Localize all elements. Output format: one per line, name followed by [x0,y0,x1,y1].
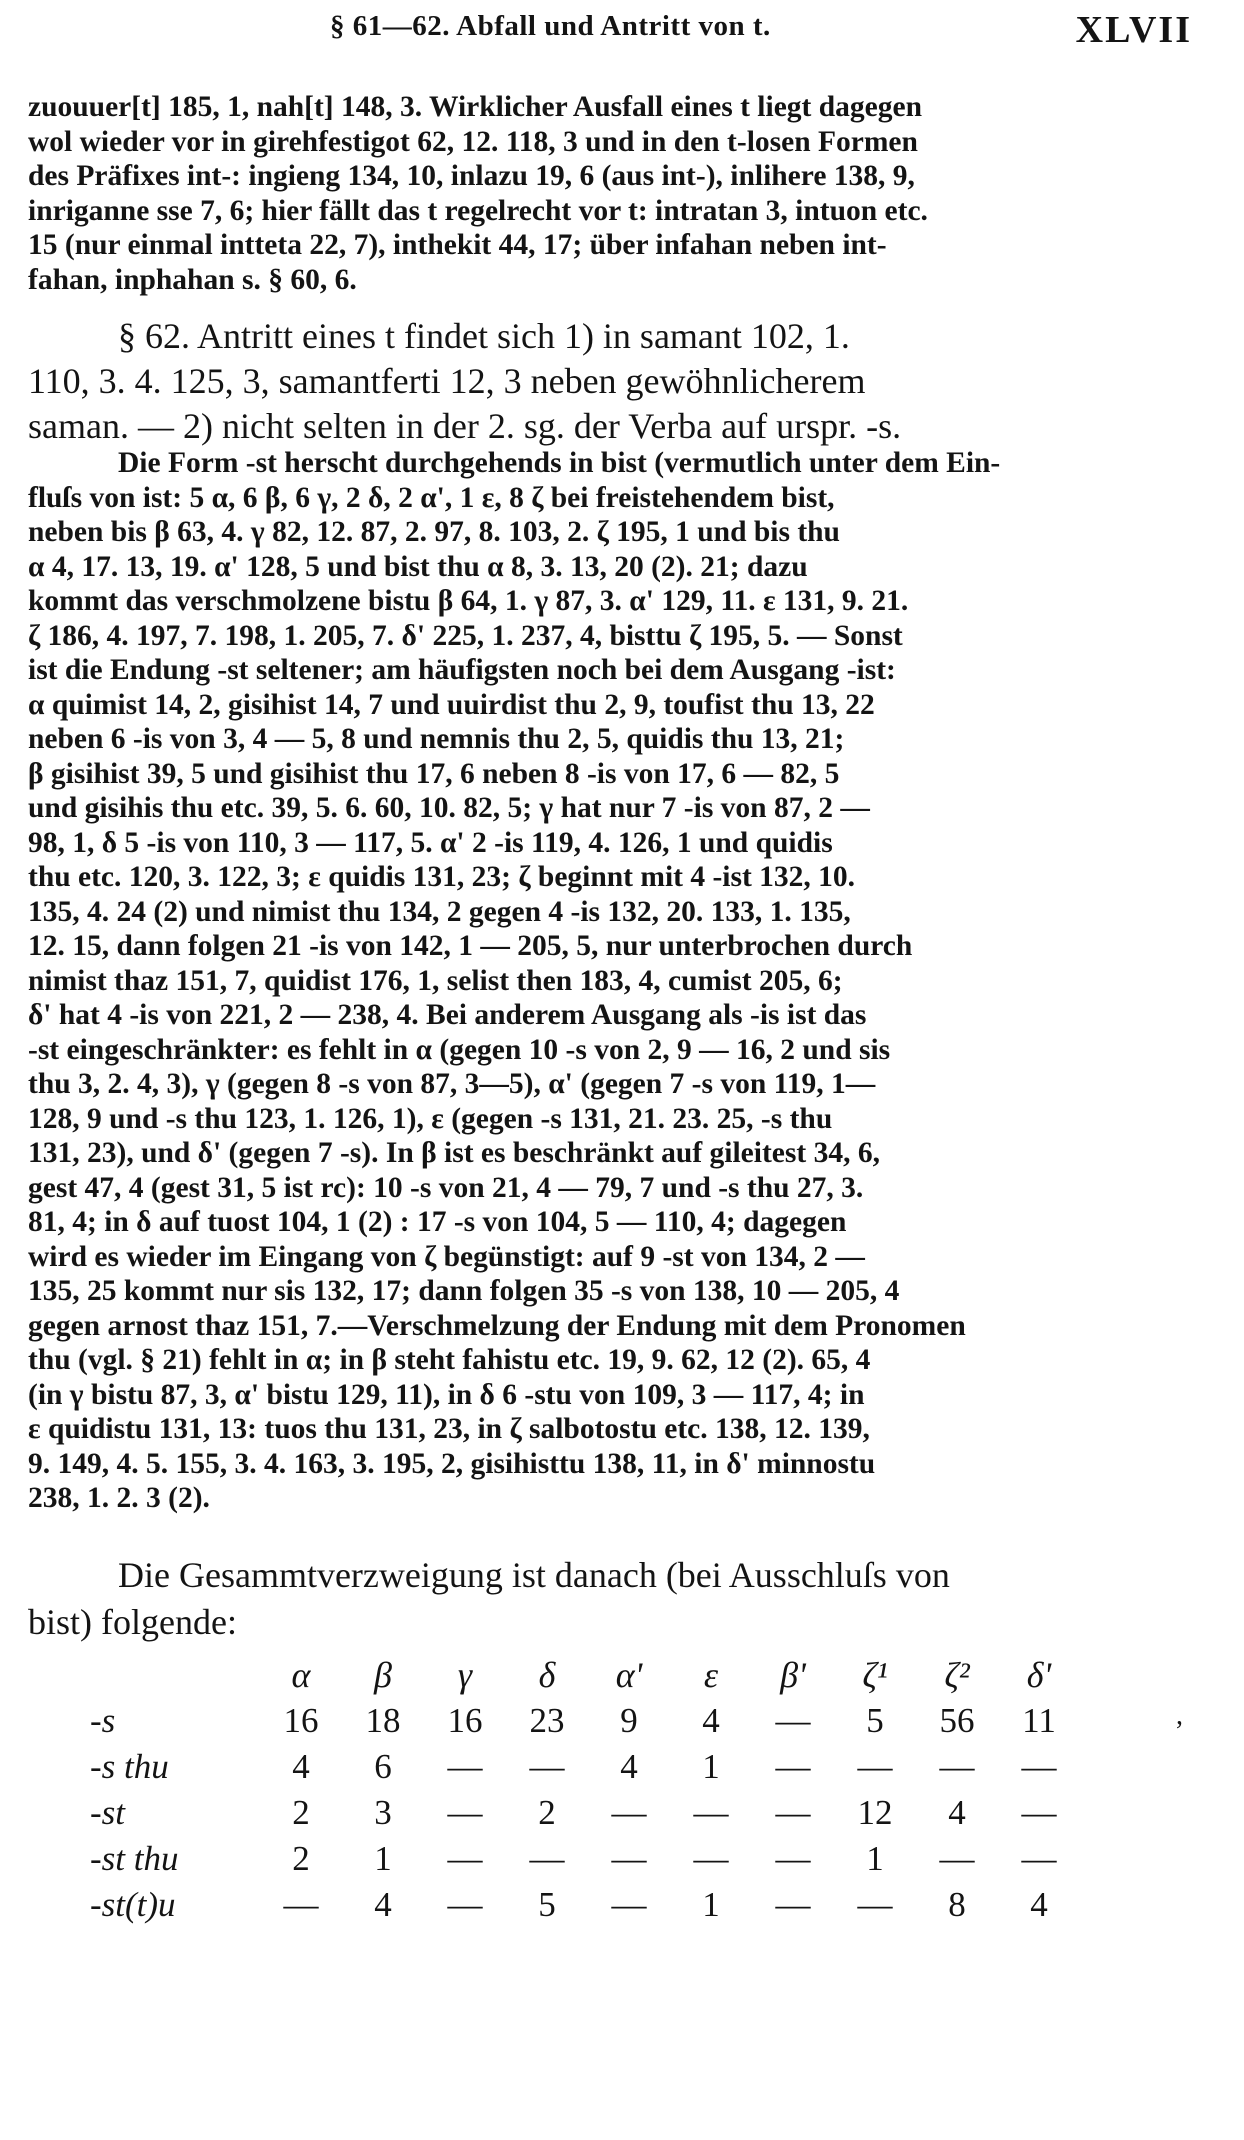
table-cell: 5 [866,1701,884,1740]
table-cell: 4 [948,1793,966,1832]
section-62-body [28,446,1198,1516]
table-cell: 1 [866,1839,884,1878]
table-cell: 4 [620,1747,638,1786]
section-heading-line: 110, 3. 4. 125, 3, samantferti 12, 3 neben gewöhnlicherem [28,361,866,401]
text-line: des Präfixes int-: ingieng 134, 10, inlazu 19, 6 (aus int-), inlihere 138, 9, [28,160,915,192]
text-line: wird es wieder im Eingang von ζ begünstigt: auf 9 -st von 134, 2 — [28,1240,865,1273]
table-row-label: -s [90,1701,116,1740]
table-cell: — [447,1747,483,1786]
stray-comma: , [1176,1700,1183,1731]
table-cell: — [775,1793,811,1832]
distribution-table [80,1652,1080,1928]
table-cell: 12 [857,1793,893,1832]
text-line: Die Form -st herscht durchgehends in bist (vermutlich unter dem Ein- [118,447,1001,479]
text-line: fluſs von ist: 5 α, 6 β, 6 γ, 2 δ, 2 α', 1 ε, 8 ζ bei freistehendem bist, [28,481,835,514]
table-cell: — [775,1747,811,1786]
table-cell: 3 [374,1793,392,1832]
text-line: und gisihis thu etc. 39, 5. 6. 60, 10. 82, 5; γ hat nur 7 -is von 87, 2 — [28,792,870,824]
table-cell: — [283,1885,319,1924]
text-line: fahan, inphahan s. § 60, 6. [28,263,357,296]
table-row-label: -st thu [90,1839,179,1878]
table-cell: 2 [538,1793,556,1832]
text-line: inriganne sse 7, 6; hier fällt das t regelrecht vor t: intratan 3, intuon etc. [28,194,928,227]
table-cell: — [693,1839,729,1878]
table-cell: — [611,1839,647,1878]
text-line: 9. 149, 4. 5. 155, 3. 4. 163, 3. 195, 2, gisihisttu 138, 11, in δ' minnostu [28,1447,876,1480]
text-line: α 4, 17. 13, 19. α' 128, 5 und bist thu α 8, 3. 13, 20 (2). 21; dazu [28,550,808,583]
table-header-row [80,1652,1080,1698]
table-cell: — [611,1885,647,1924]
table-cell: — [529,1747,565,1786]
table-row-label: -s thu [90,1747,169,1786]
table-column-header: β' [780,1655,806,1695]
text-line: 135, 25 kommt nur sis 132, 17; dann folgen 35 -s von 138, 10 — 205, 4 [28,1275,900,1307]
table-column-header: δ' [1026,1655,1052,1695]
table-cell: — [693,1793,729,1832]
text-line: neben bis β 63, 4. γ 82, 12. 87, 2. 97, 8. 103, 2. ζ 195, 1 und bis thu [28,516,840,548]
text-line: bist) folgende: [28,1602,237,1642]
text-line: β gisihist 39, 5 und gisihist thu 17, 6 neben 8 -is von 17, 6 — 82, 5 [28,757,840,790]
table-column-header: α [291,1655,311,1695]
table-cell: 1 [702,1747,720,1786]
text-line: nimist thaz 151, 7, quidist 176, 1, selist then 183, 4, cumist 205, 6; [28,964,843,997]
table-cell: 16 [447,1701,483,1740]
text-line: gest 47, 4 (gest 31, 5 ist rc): 10 -s von 21, 4 — 79, 7 und -s thu 27, 3. [28,1171,864,1204]
text-line: thu etc. 120, 3. 122, 3; ε quidis 131, 23; ζ beginnt mit 4 -ist 132, 10. [28,861,856,893]
text-line: (in γ bistu 87, 3, α' bistu 129, 11), in δ 6 -stu von 109, 3 — 117, 4; in [28,1378,865,1411]
table-cell: 5 [538,1885,556,1924]
distribution-table-wrapper [80,1652,1200,1928]
table-cell: — [1021,1793,1057,1832]
text-line: thu (vgl. § 21) fehlt in α; in β steht fahistu etc. 19, 9. 62, 12 (2). 65, 4 [28,1344,871,1376]
table-cell: 4 [374,1885,392,1924]
table-column-header: ε [703,1655,719,1695]
text-line: 12. 15, dann folgen 21 -is von 142, 1 — 205, 5, nur unterbrochen durch [28,930,913,962]
table-cell: 1 [702,1885,720,1924]
section-61-continuation [28,90,1198,297]
table-cell: 4 [702,1701,720,1740]
table-column-header: ζ² [944,1655,970,1695]
table-cell: — [447,1793,483,1832]
table-cell: 4 [1030,1885,1048,1924]
table-row [80,1790,1080,1836]
text-line: 98, 1, δ 5 -is von 110, 3 — 117, 5. α' 2 -is 119, 4. 126, 1 und quidis [28,826,833,859]
running-head [0,8,1244,58]
table-cell: 23 [529,1701,565,1740]
text-line: zuouuer[t] 185, 1, nah[t] 148, 3. Wirklicher Ausfall eines t liegt dagegen [28,91,922,123]
table-row [80,1836,1080,1882]
section-heading-line: § 62. Antritt eines t findet sich 1) in samant 102, 1. [118,316,850,356]
table-cell: 56 [939,1701,975,1740]
table-cell: — [447,1885,483,1924]
table-cell: — [529,1839,565,1878]
text-line: gegen arnost thaz 151, 7.—Verschmelzung der Endung mit dem Pronomen [28,1309,966,1342]
summary-paragraph [28,1552,1198,1646]
table-column-header: γ [457,1655,473,1695]
table-cell: — [611,1793,647,1832]
text-line: ε quidistu 131, 13: tuos thu 131, 23, in ζ salbotostu etc. 138, 12. 139, [28,1413,870,1445]
text-line: 131, 23), und δ' (gegen 7 -s). In β ist es beschränkt auf gileitest 34, 6, [28,1137,880,1169]
table-cell: 18 [365,1701,401,1740]
text-line: α quimist 14, 2, gisihist 14, 7 und uuirdist thu 2, 9, toufist thu 13, 22 [28,688,875,721]
table-column-header: α' [615,1655,643,1695]
text-line: ζ 186, 4. 197, 7. 198, 1. 205, 7. δ' 225, 1. 237, 4, bisttu ζ 195, 5. — Sonst [28,619,903,652]
text-line: kommt das verschmolzene bistu β 64, 1. γ 87, 3. α' 129, 11. ε 131, 9. 21. [28,585,909,617]
table-cell: — [939,1747,975,1786]
text-line: ist die Endung -st seltener; am häufigsten noch bei dem Ausgang -ist: [28,654,896,686]
table-cell: 6 [374,1747,392,1786]
table-cell: — [775,1701,811,1740]
table-row-label: -st [90,1793,125,1832]
table-cell: — [1021,1839,1057,1878]
table-cell: 9 [620,1701,638,1740]
table-column-header: ζ¹ [862,1655,888,1695]
table-cell: — [447,1839,483,1878]
text-line: 128, 9 und -s thu 123, 1. 126, 1), ε (gegen -s 131, 21. 23. 25, -s thu [28,1102,833,1135]
section-heading-line: saman. — 2) nicht selten in der 2. sg. der Verba auf urspr. -s. [28,406,902,446]
text-line: 15 (nur einmal intteta 22, 7), inthekit 44, 17; über infahan neben int- [28,229,887,261]
table-cell: 1 [374,1839,392,1878]
table-cell: — [939,1839,975,1878]
text-line: -st eingeschränkter: es fehlt in α (gegen 10 -s von 2, 9 — 16, 2 und sis [28,1033,891,1066]
table-row [80,1744,1080,1790]
table-cell: — [775,1839,811,1878]
table-cell: 2 [292,1839,310,1878]
text-line: neben 6 -is von 3, 4 — 5, 8 und nemnis thu 2, 5, quidis thu 13, 21; [28,723,845,755]
page-number: XLVII [1075,9,1192,51]
table-cell: 2 [292,1793,310,1832]
table-cell: — [857,1747,893,1786]
table-cell: 16 [283,1701,319,1740]
table-cell: 11 [1022,1701,1056,1740]
text-line: 135, 4. 24 (2) und nimist thu 134, 2 gegen 4 -is 132, 20. 133, 1. 135, [28,895,851,928]
table-row [80,1698,1080,1744]
table-row-label: -st(t)u [90,1885,176,1924]
text-line: 81, 4; in δ auf tuost 104, 1 (2) : 17 -s von 104, 5 — 110, 4; dagegen [28,1206,847,1238]
table-body [80,1698,1080,1928]
text-line: Die Gesammtverzweigung ist danach (bei Ausschluſs von [118,1555,950,1595]
table-column-header: δ [538,1655,556,1695]
running-head-title: § 61—62. Abfall und Antritt von t. [330,10,771,42]
table-cell: — [775,1885,811,1924]
table-corner-cell [80,1652,260,1698]
text-line: wol wieder vor in girehfestigot 62, 12. 118, 3 und in den t-losen Formen [28,125,918,158]
table-row [80,1882,1080,1928]
text-line: δ' hat 4 -is von 221, 2 — 238, 4. Bei anderem Ausgang als -is ist das [28,999,867,1031]
text-line: thu 3, 2. 4, 3), γ (gegen 8 -s von 87, 3—5), α' (gegen 7 -s von 119, 1— [28,1068,876,1100]
table-column-header: β [374,1655,392,1695]
table-cell: — [857,1885,893,1924]
table-cell: — [1021,1747,1057,1786]
table-cell: 4 [292,1747,310,1786]
text-line: 238, 1. 2. 3 (2). [28,1482,210,1514]
section-62-heading [28,314,1198,449]
table-cell: 8 [948,1885,966,1924]
